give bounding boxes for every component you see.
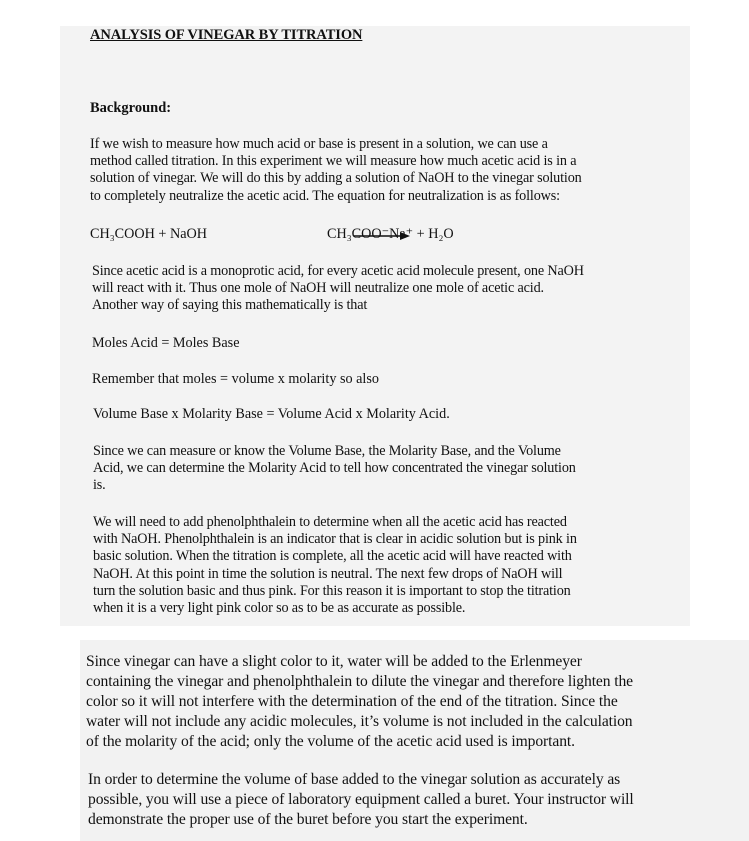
background-heading: Background:	[90, 100, 172, 116]
document-title: ANALYSIS OF VINEGAR BY TITRATION	[90, 27, 363, 43]
monoprotic-line: Another way of saying this mathematically is that	[92, 297, 368, 314]
remember-line: Remember that moles = volume x molarity so also	[92, 371, 379, 387]
buret-line: possible, you will use a piece of laboratory equipment called a buret. Your instructor will	[88, 791, 634, 808]
intro-line: solution of vinegar. We will do this by adding a solution of NaOH to the vinegar solution	[90, 170, 582, 187]
indicator-line: when it is a very light pink color so as to be as accurate as possible.	[93, 600, 466, 617]
buret-line: In order to determine the volume of base added to the vinegar solution as accurately as	[88, 771, 621, 788]
monoprotic-line: will react with it. Thus one mole of NaOH will neutralize one mole of acetic acid.	[92, 280, 544, 297]
equation-reactants: CH₃COOH + NaOH	[90, 226, 207, 242]
buret-line: demonstrate the proper use of the buret before you start the experiment.	[88, 811, 528, 828]
indicator-line: NaOH. At this point in time the solution is neutral. The next few drops of NaOH will	[93, 565, 563, 582]
indicator-line: turn the solution basic and thus pink. For this reason it is important to stop the titration	[93, 582, 571, 599]
water-line: Since vinegar can have a slight color to it, water will be added to the Erlenmeyer	[86, 653, 582, 670]
measure-line: is.	[93, 477, 106, 494]
intro-line: to completely neutralize the acetic acid. The equation for neutralization is as follows:	[90, 187, 560, 204]
monoprotic-line: Since acetic acid is a monoprotic acid, for every acetic acid molecule present, one NaOH	[92, 263, 584, 279]
indicator-line: We will need to add phenolphthalein to determine when all the acetic acid has reacted	[93, 514, 567, 530]
indicator-line: with NaOH. Phenolphthalein is an indicator that is clear in acidic solution but is pink in	[93, 531, 577, 548]
water-line: water will not include any acidic molecules, it’s volume is not included in the calculation	[86, 713, 633, 730]
buret-paragraph	[88, 770, 634, 830]
volume-equation: Volume Base x Molarity Base = Volume Acid x Molarity Acid.	[93, 406, 450, 422]
neutralization-equation	[90, 226, 690, 246]
measure-line: Since we can measure or know the Volume Base, the Molarity Base, and the Volume	[93, 443, 561, 459]
water-line: containing the vinegar and phenolphthalein to dilute the vinegar and therefore lighten the	[86, 673, 633, 690]
measure-paragraph	[93, 443, 576, 495]
intro-paragraph	[90, 136, 582, 205]
indicator-paragraph	[93, 514, 577, 617]
intro-line: If we wish to measure how much acid or base is present in a solution, we can use a	[90, 136, 548, 152]
monoprotic-paragraph	[92, 263, 584, 315]
water-paragraph	[86, 652, 633, 752]
equation-products: CH₃COO⁻Na⁺ + H₂O	[327, 226, 454, 242]
indicator-line: basic solution. When the titration is complete, all the acetic acid will have reacted with	[93, 548, 572, 565]
intro-line: method called titration. In this experiment we will measure how much acetic acid is in a	[90, 153, 577, 170]
water-line: color so it will not interfere with the determination of the end of the titration. Since the	[86, 693, 618, 710]
measure-line: Acid, we can determine the Molarity Acid to tell how concentrated the vinegar solution	[93, 460, 576, 477]
moles-equation: Moles Acid = Moles Base	[92, 335, 240, 351]
water-line: of the molarity of the acid; only the volume of the acetic acid used is important.	[86, 733, 575, 750]
